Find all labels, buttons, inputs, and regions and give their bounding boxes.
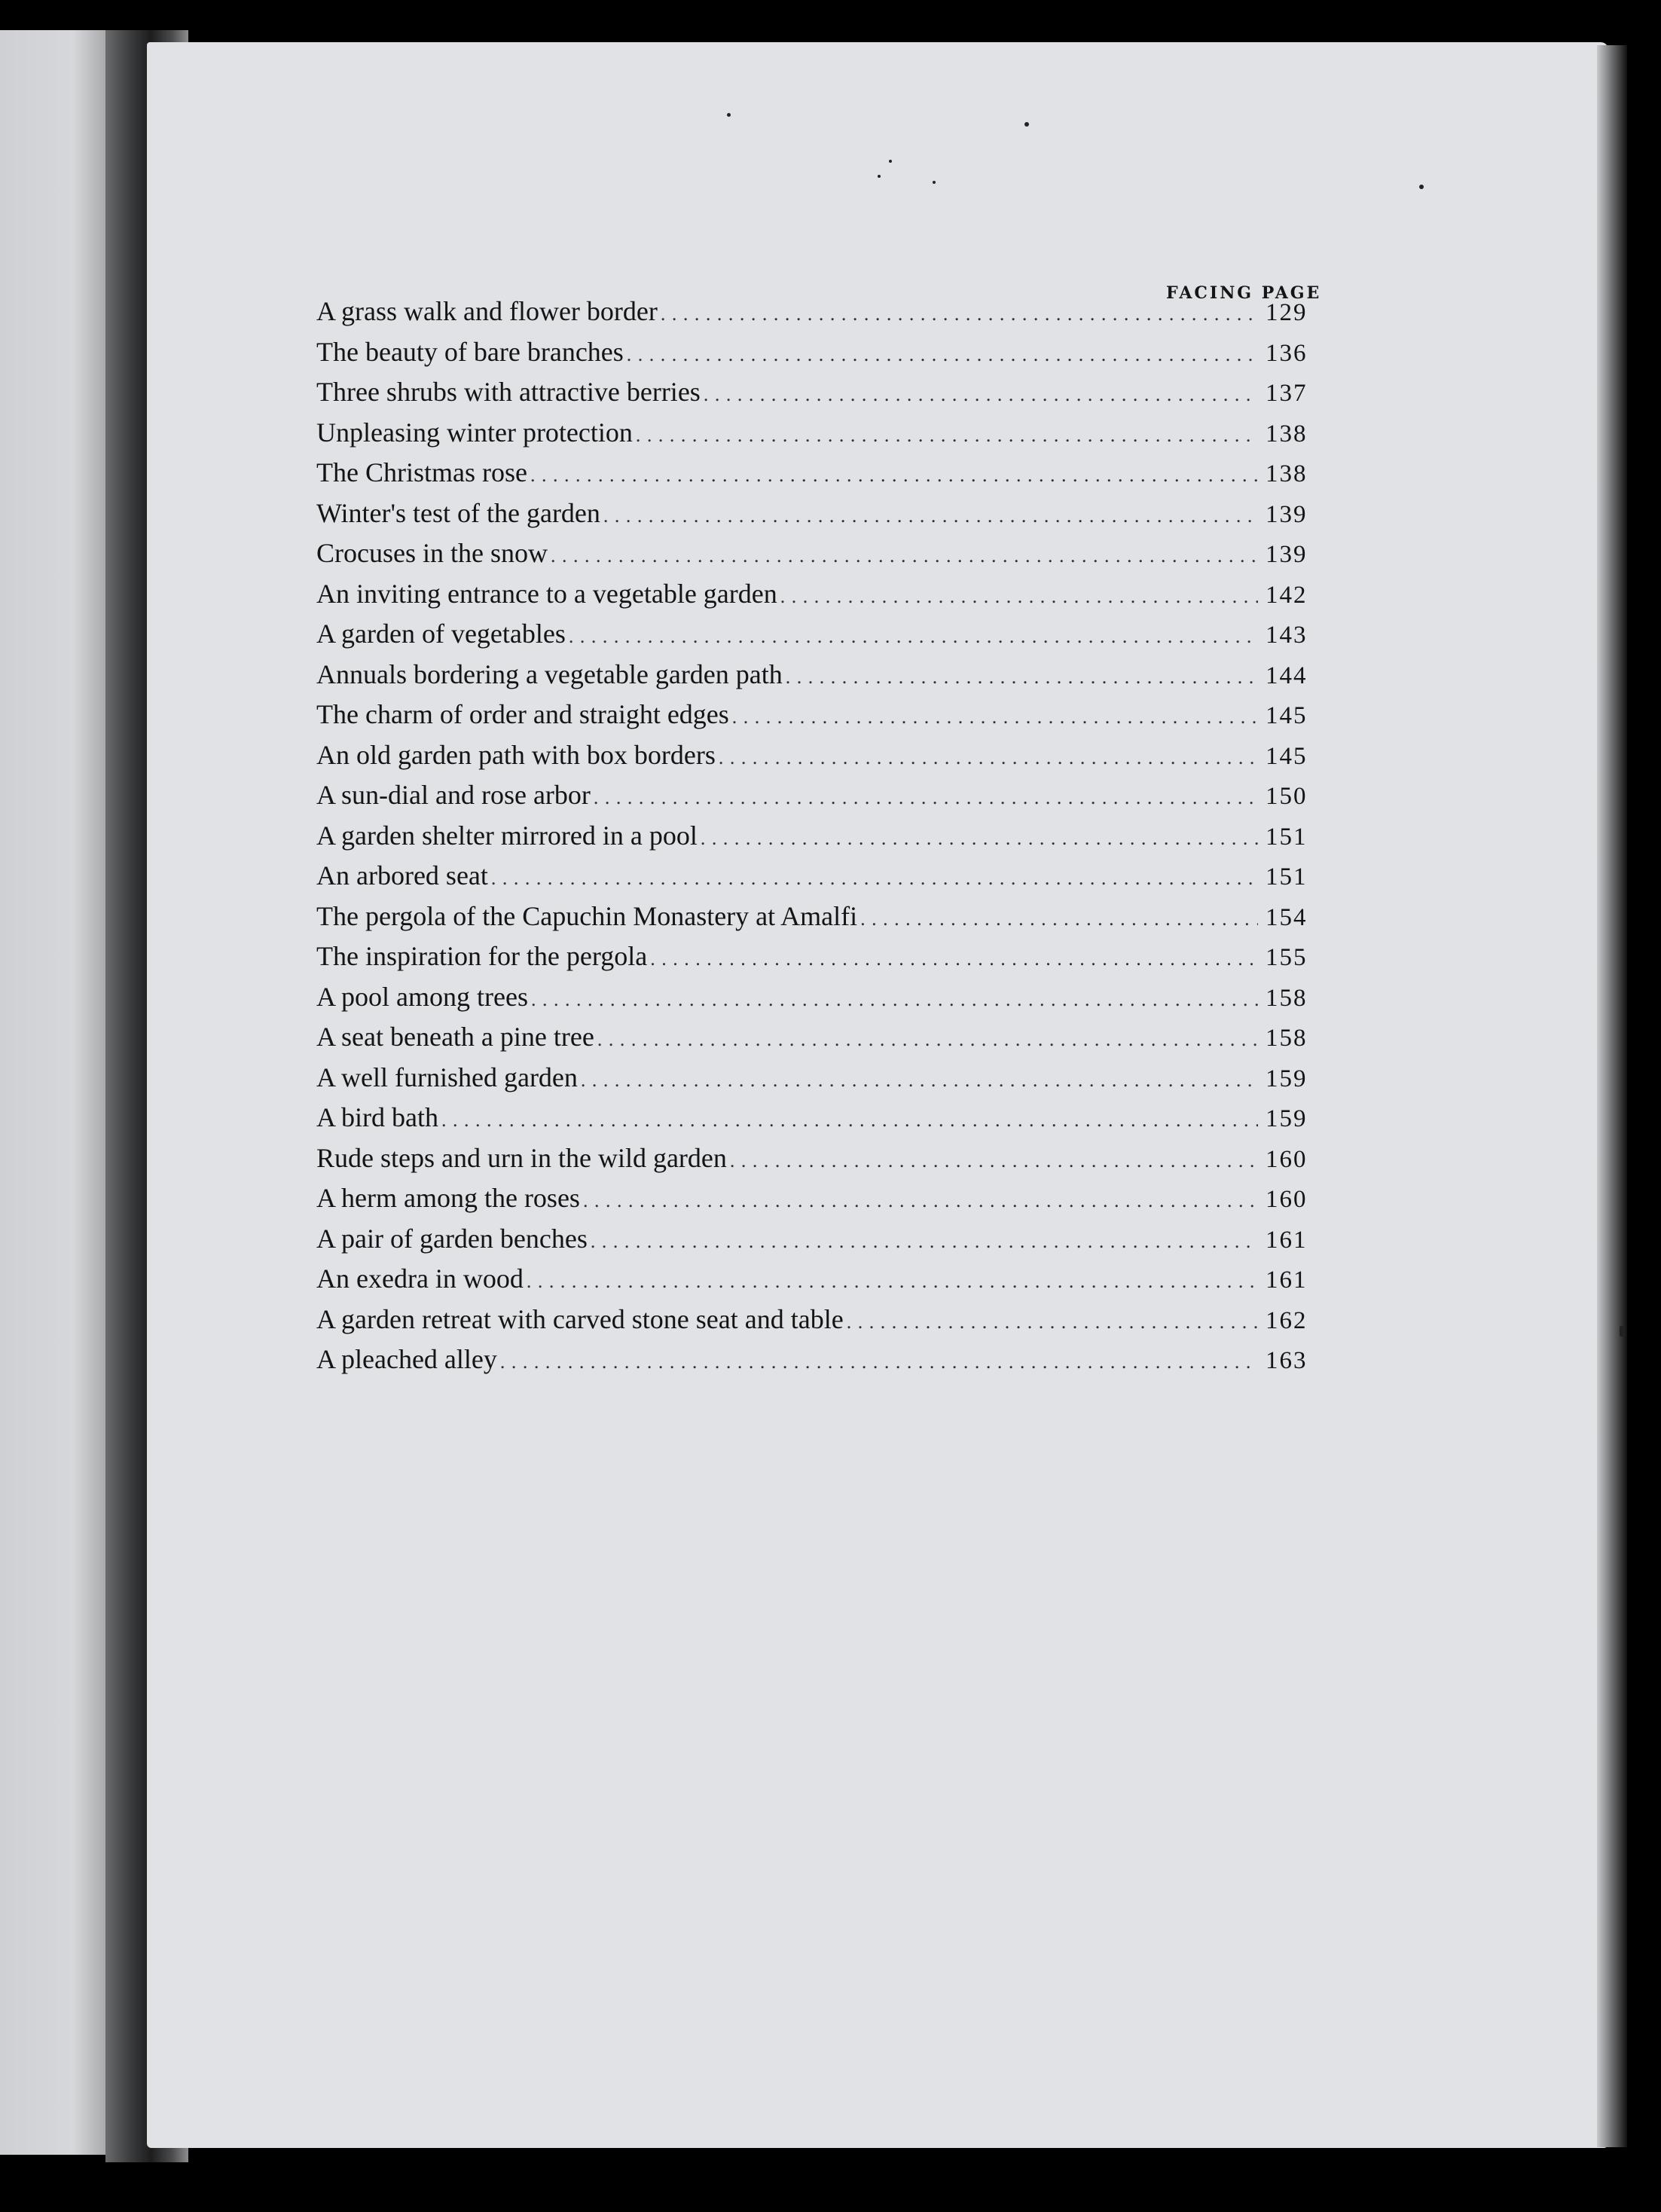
entry-title: A garden retreat with carved stone seat and table bbox=[316, 1303, 844, 1334]
toc-entry bbox=[316, 779, 1318, 820]
entry-title: A well furnished garden bbox=[316, 1062, 578, 1092]
toc-entry bbox=[316, 860, 1318, 900]
entry-page-number: 163 bbox=[1266, 1347, 1308, 1374]
entry-page-number: 143 bbox=[1266, 622, 1308, 649]
dot-leader bbox=[530, 464, 1258, 487]
dot-leader bbox=[847, 1311, 1258, 1334]
toc-entry bbox=[316, 1303, 1318, 1344]
toc-entry bbox=[316, 618, 1318, 658]
toc-entry bbox=[316, 1101, 1318, 1142]
dot-leader bbox=[786, 666, 1258, 689]
toc-entry bbox=[316, 336, 1318, 377]
entry-title: A herm among the roses bbox=[316, 1183, 580, 1213]
dot-leader bbox=[500, 1351, 1258, 1373]
dot-leader bbox=[661, 303, 1258, 325]
dot-leader bbox=[551, 545, 1258, 567]
entry-page-number: 145 bbox=[1266, 702, 1308, 729]
entry-page-number: 144 bbox=[1266, 661, 1308, 689]
dot-leader bbox=[636, 424, 1258, 447]
entry-title: Crocuses in the snow bbox=[316, 538, 548, 568]
entry-page-number: 160 bbox=[1266, 1186, 1308, 1213]
entry-page-number: 162 bbox=[1266, 1306, 1308, 1334]
toc-entry bbox=[316, 739, 1318, 780]
entry-page-number: 161 bbox=[1266, 1266, 1308, 1294]
entry-page-number: 155 bbox=[1266, 944, 1308, 971]
entry-page-number: 159 bbox=[1266, 1105, 1308, 1132]
toc-entry bbox=[316, 1021, 1318, 1062]
dot-leader bbox=[860, 908, 1258, 930]
entry-page-number: 158 bbox=[1266, 984, 1308, 1012]
dot-leader bbox=[732, 706, 1258, 729]
page-edge-shadow bbox=[1597, 45, 1627, 2147]
toc-entry bbox=[316, 658, 1318, 699]
toc-entry bbox=[316, 497, 1318, 538]
entry-page-number: 151 bbox=[1266, 823, 1308, 851]
entry-title: A seat beneath a pine tree bbox=[316, 1022, 594, 1052]
entry-title: Annuals bordering a vegetable garden path bbox=[316, 658, 783, 689]
entry-title: A pleached alley bbox=[316, 1344, 497, 1374]
entry-title: The pergola of the Capuchin Monastery at Amalfi bbox=[316, 900, 858, 931]
entry-title: The Christmas rose bbox=[316, 457, 527, 487]
entry-page-number: 145 bbox=[1266, 742, 1308, 770]
dust-speck bbox=[1419, 185, 1424, 189]
entry-title: A pool among trees bbox=[316, 981, 528, 1012]
dot-leader bbox=[704, 383, 1258, 406]
entry-page-number: 139 bbox=[1266, 500, 1308, 528]
entry-title: A bird bath bbox=[316, 1102, 438, 1132]
entry-page-number: 142 bbox=[1266, 581, 1308, 609]
dot-leader bbox=[730, 1150, 1258, 1172]
toc-entry bbox=[316, 1343, 1318, 1384]
toc-entry bbox=[316, 1263, 1318, 1303]
entry-title: An arbored seat bbox=[316, 860, 488, 891]
toc-entry bbox=[316, 940, 1318, 981]
entry-title: A pair of garden benches bbox=[316, 1223, 588, 1254]
entry-title: A grass walk and flower border bbox=[316, 296, 658, 326]
entry-title: Rude steps and urn in the wild garden bbox=[316, 1142, 727, 1173]
entry-page-number: 139 bbox=[1266, 541, 1308, 568]
entry-page-number: 154 bbox=[1266, 903, 1308, 931]
toc-entry bbox=[316, 1062, 1318, 1102]
entry-title: A sun-dial and rose arbor bbox=[316, 780, 591, 810]
dot-leader bbox=[569, 625, 1258, 648]
entry-page-number: 160 bbox=[1266, 1145, 1308, 1173]
entry-page-number: 137 bbox=[1266, 380, 1308, 407]
dot-leader bbox=[441, 1109, 1258, 1132]
dust-speck bbox=[727, 113, 731, 117]
entry-title: The beauty of bare branches bbox=[316, 336, 624, 367]
entry-page-number: 151 bbox=[1266, 863, 1308, 891]
dot-leader bbox=[491, 867, 1258, 890]
entry-page-number: 138 bbox=[1266, 420, 1308, 448]
entry-title: Unpleasing winter protection bbox=[316, 417, 633, 448]
toc-entry bbox=[316, 537, 1318, 578]
toc-entry bbox=[316, 981, 1318, 1022]
entry-title: Winter's test of the garden bbox=[316, 497, 600, 528]
dot-leader bbox=[531, 988, 1258, 1011]
dot-leader bbox=[583, 1190, 1258, 1212]
entry-page-number: 150 bbox=[1266, 783, 1308, 810]
dot-leader bbox=[627, 344, 1258, 366]
dust-speck bbox=[1620, 1326, 1624, 1337]
toc-entry bbox=[316, 1223, 1318, 1263]
entry-title: An exedra in wood bbox=[316, 1263, 524, 1294]
dot-leader bbox=[597, 1028, 1258, 1051]
dot-leader bbox=[603, 505, 1258, 527]
toc-entry bbox=[316, 900, 1318, 941]
entry-title: An inviting entrance to a vegetable garden bbox=[316, 578, 777, 609]
entry-title: The charm of order and straight edges bbox=[316, 699, 729, 729]
toc-entry bbox=[316, 1142, 1318, 1183]
toc-entry bbox=[316, 698, 1318, 739]
toc-entry bbox=[316, 1182, 1318, 1223]
toc-entry bbox=[316, 578, 1318, 619]
entry-title: A garden shelter mirrored in a pool bbox=[316, 820, 698, 851]
dot-leader bbox=[780, 585, 1258, 608]
facing-page-header: FACING PAGE bbox=[1166, 283, 1322, 303]
entry-title: A garden of vegetables bbox=[316, 619, 566, 649]
entry-title: Three shrubs with attractive berries bbox=[316, 377, 701, 407]
illustrations-list bbox=[316, 295, 1318, 1384]
dot-leader bbox=[527, 1270, 1258, 1293]
dust-speck bbox=[878, 175, 881, 178]
toc-entry bbox=[316, 820, 1318, 860]
toc-entry bbox=[316, 417, 1318, 457]
dust-speck bbox=[1024, 122, 1029, 127]
entry-title: An old garden path with box borders bbox=[316, 739, 716, 770]
entry-page-number: 129 bbox=[1266, 299, 1308, 326]
toc-entry bbox=[316, 376, 1318, 417]
dot-leader bbox=[701, 827, 1258, 850]
dot-leader bbox=[594, 787, 1258, 809]
entry-page-number: 136 bbox=[1266, 339, 1308, 367]
dot-leader bbox=[591, 1230, 1258, 1253]
entry-page-number: 138 bbox=[1266, 460, 1308, 487]
dust-speck bbox=[933, 181, 936, 184]
dust-speck bbox=[889, 160, 892, 163]
toc-entry bbox=[316, 295, 1318, 336]
dot-leader bbox=[719, 747, 1258, 769]
entry-page-number: 158 bbox=[1266, 1025, 1308, 1052]
dot-leader bbox=[581, 1069, 1258, 1092]
dot-leader bbox=[650, 948, 1258, 970]
toc-entry bbox=[316, 457, 1318, 497]
entry-page-number: 159 bbox=[1266, 1065, 1308, 1092]
entry-title: The inspiration for the pergola bbox=[316, 941, 648, 971]
entry-page-number: 161 bbox=[1266, 1226, 1308, 1254]
